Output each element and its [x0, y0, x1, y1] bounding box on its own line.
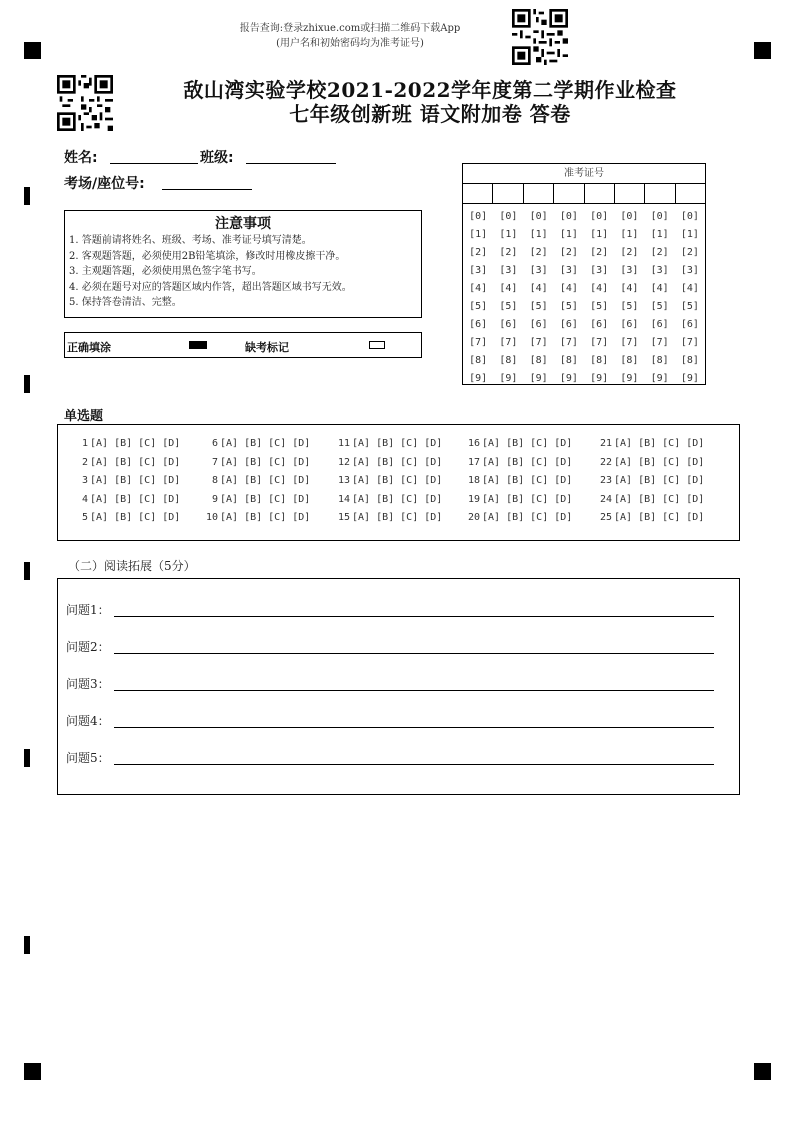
choice-question-row[interactable]	[596, 454, 704, 473]
choice-column	[72, 435, 180, 528]
choice-question-row[interactable]	[202, 454, 310, 473]
answer-line[interactable]	[114, 653, 714, 654]
registration-mark	[754, 1063, 771, 1080]
answer-options[interactable]: [A] [B] [C] [D]	[614, 456, 705, 468]
single-choice-label: 单选题	[64, 409, 104, 424]
question-number: 7	[211, 456, 218, 468]
answer-options[interactable]: [A] [B] [C] [D]	[220, 512, 311, 523]
choice-question-row[interactable]	[72, 454, 180, 473]
exam-digit-bubble[interactable]: [8]	[680, 355, 699, 366]
exam-digit-bubble[interactable]: [5]	[469, 301, 488, 312]
exam-digit-bubble[interactable]: [2]	[590, 247, 609, 258]
exam-digit-bubble[interactable]: [3]	[680, 265, 699, 276]
question-number: 16	[467, 438, 480, 449]
exam-digit-bubble[interactable]: [6]	[499, 319, 518, 330]
question-label: 问题2：	[66, 640, 110, 654]
exam-digit-bubble[interactable]: [3]	[529, 265, 548, 276]
choice-column	[334, 435, 442, 528]
choice-question-row[interactable]	[334, 491, 442, 510]
exam-digit-bubble[interactable]: [7]	[529, 337, 548, 348]
choice-question-row[interactable]	[464, 454, 572, 473]
choice-question-row[interactable]	[334, 472, 442, 491]
class-field[interactable]	[246, 163, 336, 164]
exam-digit-bubble[interactable]: [1]	[499, 229, 518, 240]
timing-mark	[24, 187, 30, 205]
exam-digit-bubble[interactable]: [1]	[529, 229, 548, 240]
exam-digit-bubble[interactable]: [3]	[499, 265, 518, 276]
exam-digit-bubble[interactable]: [7]	[680, 337, 699, 348]
answer-line[interactable]	[114, 616, 714, 617]
exam-digit-bubble[interactable]: [2]	[650, 247, 669, 258]
correct-fill-label: 正确填涂	[67, 341, 111, 354]
exam-digit-bubble[interactable]: [2]	[680, 247, 699, 258]
exam-digit-bubble[interactable]: [9]	[469, 373, 488, 384]
question-label: 问题3：	[66, 677, 110, 691]
exam-number-grid	[462, 163, 706, 385]
single-choice-box	[57, 424, 740, 541]
exam-digit-bubble[interactable]: [8]	[650, 355, 669, 366]
exam-digit-cell[interactable]	[645, 184, 675, 203]
exam-digit-bubble[interactable]: [0]	[680, 211, 699, 222]
exam-digit-bubble[interactable]: [2]	[559, 247, 578, 258]
exam-digit-bubble[interactable]: [5]	[620, 301, 639, 312]
answer-options[interactable]: [A] [B] [C] [D]	[90, 456, 181, 468]
exam-digit-bubble[interactable]: [6]	[680, 319, 699, 330]
answer-options[interactable]: [A] [B] [C] [D]	[352, 438, 443, 449]
absent-mark-label: 缺考标记	[245, 341, 289, 354]
name-field[interactable]	[110, 163, 198, 164]
exam-digit-bubble[interactable]: [5]	[499, 301, 518, 312]
choice-question-row[interactable]	[202, 472, 310, 491]
exam-digit-bubble[interactable]: [1]	[650, 229, 669, 240]
answer-line[interactable]	[114, 690, 714, 691]
question-number: 17	[467, 456, 480, 468]
exam-digit-cell[interactable]	[554, 184, 584, 203]
exam-digit-column	[645, 208, 675, 388]
exam-digit-bubble[interactable]: [4]	[499, 283, 518, 294]
question-number: 4	[81, 493, 88, 505]
answer-line[interactable]	[114, 727, 714, 728]
registration-mark	[754, 42, 771, 59]
choice-question-row[interactable]	[464, 472, 572, 491]
choice-question-row[interactable]	[334, 509, 442, 528]
exam-number-write-row	[463, 184, 705, 204]
exam-digit-cell[interactable]	[463, 184, 493, 203]
exam-digit-cell[interactable]	[585, 184, 615, 203]
choice-question-row[interactable]	[596, 509, 704, 528]
exam-digit-column	[524, 208, 554, 388]
answer-options[interactable]: [A] [B] [C] [D]	[482, 456, 573, 468]
exam-digit-bubbles	[463, 204, 705, 388]
exam-digit-bubble[interactable]: [7]	[650, 337, 669, 348]
answer-options[interactable]: [A] [B] [C] [D]	[614, 493, 705, 505]
exam-digit-column	[675, 208, 705, 388]
exam-digit-bubble[interactable]: [3]	[469, 265, 488, 276]
question-number: 13	[337, 475, 350, 486]
exam-digit-bubble[interactable]: [8]	[499, 355, 518, 366]
answer-options[interactable]: [A] [B] [C] [D]	[352, 512, 443, 523]
answer-options[interactable]: [A] [B] [C] [D]	[482, 475, 573, 486]
seat-label: 考场/座位号:	[64, 176, 145, 192]
question-number: 1	[81, 438, 88, 449]
timing-mark	[24, 936, 30, 954]
exam-digit-bubble[interactable]: [0]	[650, 211, 669, 222]
question-number: 9	[211, 493, 218, 505]
exam-digit-bubble[interactable]: [9]	[559, 373, 578, 384]
exam-digit-bubble[interactable]: [4]	[469, 283, 488, 294]
answer-options[interactable]: [A] [B] [C] [D]	[220, 438, 311, 449]
exam-digit-bubble[interactable]: [1]	[680, 229, 699, 240]
exam-digit-bubble[interactable]: [2]	[620, 247, 639, 258]
exam-digit-bubble[interactable]: [1]	[620, 229, 639, 240]
fill-example-box	[64, 332, 422, 358]
exam-digit-cell[interactable]	[524, 184, 554, 203]
report-query-note: 报告查询:登录zhixue.com或扫描二维码下载App	[239, 23, 461, 34]
exam-digit-bubble[interactable]: [8]	[559, 355, 578, 366]
exam-digit-cell[interactable]	[615, 184, 645, 203]
exam-digit-bubble[interactable]: [6]	[559, 319, 578, 330]
timing-mark	[24, 562, 30, 580]
notice-box	[64, 210, 422, 318]
correct-fill-sample	[189, 341, 207, 349]
timing-mark	[24, 749, 30, 767]
download-app-qr-code	[512, 9, 568, 65]
exam-digit-bubble[interactable]: [4]	[620, 283, 639, 294]
question-number: 21	[599, 438, 612, 449]
exam-digit-bubble[interactable]: [7]	[590, 337, 609, 348]
exam-digit-bubble[interactable]: [8]	[529, 355, 548, 366]
question-number: 10	[205, 512, 218, 523]
exam-digit-bubble[interactable]: [0]	[499, 211, 518, 222]
exam-digit-bubble[interactable]: [4]	[680, 283, 699, 294]
exam-digit-bubble[interactable]: [4]	[529, 283, 548, 294]
answer-options[interactable]: [A] [B] [C] [D]	[90, 493, 181, 505]
question-number: 25	[599, 512, 612, 523]
exam-digit-bubble[interactable]: [9]	[499, 373, 518, 384]
exam-digit-bubble[interactable]: [8]	[590, 355, 609, 366]
notice-item: 1. 答题前请将姓名、班级、考场、准考证号填写清楚。	[69, 235, 312, 246]
sheet-subtitle: 七年级创新班 语文附加卷 答卷	[289, 102, 571, 126]
exam-digit-bubble[interactable]: [3]	[620, 265, 639, 276]
choice-question-row[interactable]	[72, 509, 180, 528]
answer-options[interactable]: [A] [B] [C] [D]	[352, 475, 443, 486]
answer-options[interactable]: [A] [B] [C] [D]	[482, 512, 573, 523]
exam-digit-bubble[interactable]: [9]	[590, 373, 609, 384]
choice-question-row[interactable]	[334, 454, 442, 473]
question-number: 14	[337, 493, 350, 505]
notice-item: 4. 必须在题号对应的答题区域内作答，超出答题区域书写无效。	[69, 281, 352, 293]
exam-digit-bubble[interactable]: [6]	[529, 319, 548, 330]
exam-digit-bubble[interactable]: [1]	[559, 229, 578, 240]
exam-digit-bubble[interactable]: [0]	[469, 211, 488, 222]
choice-column	[464, 435, 572, 528]
notice-title: 注意事项	[215, 216, 271, 232]
question-number: 6	[211, 438, 218, 449]
exam-digit-bubble[interactable]: [8]	[620, 355, 639, 366]
exam-digit-bubble[interactable]: [3]	[650, 265, 669, 276]
question-number: 2	[81, 456, 88, 468]
exam-digit-column	[614, 208, 644, 388]
exam-digit-bubble[interactable]: [9]	[620, 373, 639, 384]
answer-options[interactable]: [A] [B] [C] [D]	[90, 475, 181, 486]
exam-digit-bubble[interactable]: [5]	[529, 301, 548, 312]
registration-mark	[24, 42, 41, 59]
exam-digit-bubble[interactable]: [2]	[499, 247, 518, 258]
question-number: 5	[81, 512, 88, 523]
answer-options[interactable]: [A] [B] [C] [D]	[220, 475, 311, 486]
exam-digit-bubble[interactable]: [3]	[590, 265, 609, 276]
exam-digit-column	[493, 208, 523, 388]
exam-digit-cell[interactable]	[676, 184, 705, 203]
choice-question-row[interactable]	[596, 472, 704, 491]
exam-digit-bubble[interactable]: [4]	[590, 283, 609, 294]
exam-digit-cell[interactable]	[493, 184, 523, 203]
exam-digit-bubble[interactable]: [0]	[559, 211, 578, 222]
choice-question-row[interactable]	[334, 435, 442, 454]
exam-digit-bubble[interactable]: [5]	[559, 301, 578, 312]
exam-digit-bubble[interactable]: [5]	[590, 301, 609, 312]
answer-options[interactable]: [A] [B] [C] [D]	[482, 493, 573, 505]
choice-question-row[interactable]	[202, 435, 310, 454]
question-number: 22	[599, 456, 612, 468]
exam-digit-bubble[interactable]: [0]	[620, 211, 639, 222]
exam-digit-bubble[interactable]: [1]	[469, 229, 488, 240]
choice-column	[202, 435, 310, 528]
choice-question-row[interactable]	[202, 509, 310, 528]
choice-question-row[interactable]	[464, 491, 572, 510]
timing-mark	[24, 375, 30, 393]
choice-question-row[interactable]	[464, 509, 572, 528]
question-number: 24	[599, 493, 612, 505]
credentials-note: (用户名和初始密码均为准考证号)	[276, 38, 424, 49]
answer-options[interactable]: [A] [B] [C] [D]	[614, 512, 705, 523]
exam-digit-bubble[interactable]: [0]	[590, 211, 609, 222]
exam-digit-bubble[interactable]: [7]	[620, 337, 639, 348]
choice-question-row[interactable]	[596, 491, 704, 510]
exam-digit-bubble[interactable]: [9]	[680, 373, 699, 384]
choice-question-row[interactable]	[72, 472, 180, 491]
reading-section-heading: （二）阅读拓展（5分）	[68, 559, 196, 573]
exam-digit-bubble[interactable]: [5]	[650, 301, 669, 312]
answer-options[interactable]: [A] [B] [C] [D]	[482, 438, 573, 449]
question-label: 问题1：	[66, 603, 110, 617]
choice-question-row[interactable]	[72, 435, 180, 454]
sheet-qr-code	[57, 75, 113, 131]
answer-line[interactable]	[114, 764, 714, 765]
exam-digit-bubble[interactable]: [3]	[559, 265, 578, 276]
exam-digit-column	[584, 208, 614, 388]
question-number: 11	[337, 438, 350, 449]
exam-digit-column	[554, 208, 584, 388]
question-number: 20	[467, 512, 480, 523]
answer-options[interactable]: [A] [B] [C] [D]	[90, 512, 181, 523]
question-number: 19	[467, 493, 480, 505]
exam-digit-bubble[interactable]: [6]	[620, 319, 639, 330]
question-number: 12	[337, 456, 350, 468]
question-label: 问题5：	[66, 751, 110, 765]
question-number: 18	[467, 475, 480, 486]
answer-options[interactable]: [A] [B] [C] [D]	[220, 456, 311, 468]
question-number: 8	[211, 475, 218, 486]
exam-number-title: 准考证号	[463, 164, 705, 184]
notice-item: 3. 主观题答题，必须使用黑色签字笔书写。	[69, 266, 262, 277]
exam-digit-column	[463, 208, 493, 388]
sheet-title: 敌山湾实验学校2021-2022学年度第二学期作业检查	[183, 78, 677, 102]
question-number: 3	[81, 475, 88, 486]
absent-mark-checkbox[interactable]	[369, 341, 385, 349]
reading-answer-box	[57, 578, 740, 795]
name-label: 姓名:	[64, 150, 98, 166]
exam-digit-bubble[interactable]: [9]	[529, 373, 548, 384]
answer-options[interactable]: [A] [B] [C] [D]	[352, 493, 443, 505]
exam-digit-bubble[interactable]: [6]	[469, 319, 488, 330]
exam-digit-bubble[interactable]: [7]	[559, 337, 578, 348]
registration-mark	[24, 1063, 41, 1080]
choice-question-row[interactable]	[72, 491, 180, 510]
choice-column	[596, 435, 704, 528]
exam-digit-bubble[interactable]: [2]	[529, 247, 548, 258]
notice-item: 5. 保持答卷清洁、完整。	[69, 297, 182, 308]
answer-options[interactable]: [A] [B] [C] [D]	[614, 438, 705, 449]
class-label: 班级:	[200, 150, 234, 166]
choice-question-row[interactable]	[596, 435, 704, 454]
exam-digit-bubble[interactable]: [6]	[650, 319, 669, 330]
choice-question-row[interactable]	[464, 435, 572, 454]
exam-digit-bubble[interactable]: [1]	[590, 229, 609, 240]
exam-digit-bubble[interactable]: [4]	[650, 283, 669, 294]
answer-options[interactable]: [A] [B] [C] [D]	[352, 456, 443, 468]
exam-digit-bubble[interactable]: [6]	[590, 319, 609, 330]
notice-item: 2. 客观题答题，必须使用2B铅笔填涂，修改时用橡皮擦干净。	[69, 250, 346, 262]
question-number: 23	[599, 475, 612, 486]
question-label: 问题4：	[66, 714, 110, 728]
exam-digit-bubble[interactable]: [5]	[680, 301, 699, 312]
answer-options[interactable]: [A] [B] [C] [D]	[220, 493, 311, 505]
exam-digit-bubble[interactable]: [8]	[469, 355, 488, 366]
exam-digit-bubble[interactable]: [7]	[469, 337, 488, 348]
exam-digit-bubble[interactable]: [4]	[559, 283, 578, 294]
exam-digit-bubble[interactable]: [7]	[499, 337, 518, 348]
choice-question-row[interactable]	[202, 491, 310, 510]
answer-options[interactable]: [A] [B] [C] [D]	[90, 438, 181, 449]
question-number: 15	[337, 512, 350, 523]
exam-digit-bubble[interactable]: [2]	[469, 247, 488, 258]
exam-digit-bubble[interactable]: [9]	[650, 373, 669, 384]
seat-field[interactable]	[162, 189, 252, 190]
answer-options[interactable]: [A] [B] [C] [D]	[614, 475, 705, 486]
exam-digit-bubble[interactable]: [0]	[529, 211, 548, 222]
